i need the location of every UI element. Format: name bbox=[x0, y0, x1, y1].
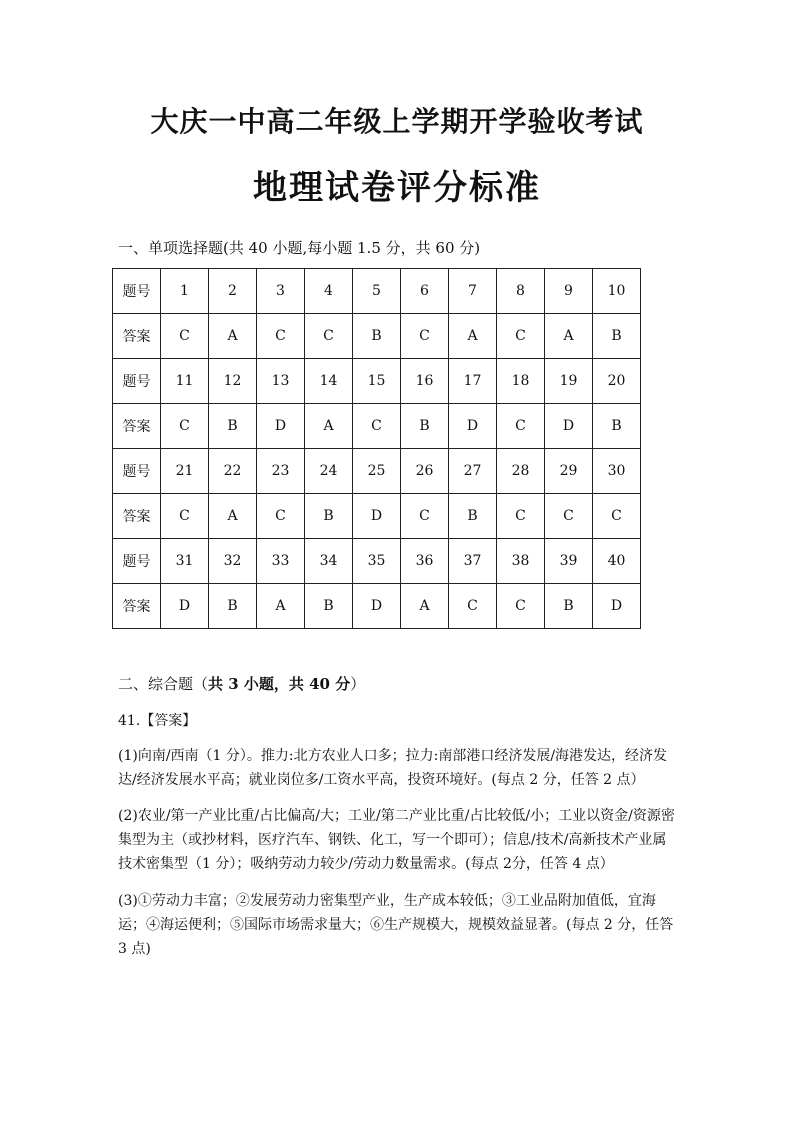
question-number-cell: 22 bbox=[209, 449, 257, 494]
document-title: 地理试卷评分标准 bbox=[253, 168, 541, 208]
answer-cell: C bbox=[497, 494, 545, 539]
question-number-cell: 13 bbox=[257, 359, 305, 404]
answer-part-1: (1)向南/西南（1 分）。推力:北方农业人口多；拉力:南部港口经济发展/海港发达，经济发达/经济发展水平高；就业岗位多/工资水平高，投资环境好。(每点 2 分，任答 2 点） bbox=[118, 748, 668, 788]
answer-cell: C bbox=[305, 314, 353, 359]
row-label-question: 题号 bbox=[113, 449, 161, 494]
answer-cell: D bbox=[449, 404, 497, 449]
answer-cell: A bbox=[257, 584, 305, 629]
answer-cell: D bbox=[353, 584, 401, 629]
question-number-cell: 25 bbox=[353, 449, 401, 494]
answer-cell: A bbox=[545, 314, 593, 359]
question-41-label: 41.【答案】 bbox=[118, 713, 197, 729]
exam-title: 大庆一中高二年级上学期开学验收考试 bbox=[150, 105, 644, 138]
question-number-cell: 27 bbox=[449, 449, 497, 494]
section2-heading-suffix: ） bbox=[350, 675, 366, 693]
answer-part-2: (2)农业/第一产业比重/占比偏高/大；工业/第二产业比重/占比较低/小；工业以资金/资源密集型为主（或抄材料，医疗汽车、钢铁、化工，写一个即可）；信息/技术/高新技术产业属技术密集型（1 分）；吸纳劳动力较少/劳动力数量需求。(每点 2分，任答 4 点） bbox=[118, 808, 675, 872]
answer-row bbox=[113, 494, 641, 539]
answer-cell: B bbox=[209, 584, 257, 629]
row-label-question: 题号 bbox=[113, 359, 161, 404]
question-number-cell: 30 bbox=[593, 449, 641, 494]
question-number-row bbox=[113, 449, 641, 494]
question-number-cell: 5 bbox=[353, 269, 401, 314]
section2-heading-prefix: 二、综合题（ bbox=[118, 675, 209, 693]
answer-cell: A bbox=[209, 314, 257, 359]
question-number-cell: 8 bbox=[497, 269, 545, 314]
question-number-cell: 29 bbox=[545, 449, 593, 494]
answer-cell: B bbox=[593, 404, 641, 449]
question-number-cell: 6 bbox=[401, 269, 449, 314]
answer-cell: C bbox=[401, 314, 449, 359]
answer-cell: B bbox=[209, 404, 257, 449]
question-number-cell: 12 bbox=[209, 359, 257, 404]
answer-cell: B bbox=[305, 494, 353, 539]
answer-cell: C bbox=[497, 584, 545, 629]
answer-cell: D bbox=[353, 494, 401, 539]
question-number-cell: 7 bbox=[449, 269, 497, 314]
answer-row bbox=[113, 314, 641, 359]
question-number-cell: 17 bbox=[449, 359, 497, 404]
question-number-cell: 16 bbox=[401, 359, 449, 404]
answer-cell: A bbox=[305, 404, 353, 449]
question-number-row bbox=[113, 539, 641, 584]
question-number-cell: 20 bbox=[593, 359, 641, 404]
question-number-cell: 37 bbox=[449, 539, 497, 584]
answer-cell: B bbox=[593, 314, 641, 359]
question-number-cell: 21 bbox=[161, 449, 209, 494]
answer-cell: D bbox=[545, 404, 593, 449]
answer-cell: C bbox=[161, 494, 209, 539]
answer-cell: C bbox=[161, 314, 209, 359]
answer-table bbox=[112, 268, 641, 629]
answer-cell: C bbox=[401, 494, 449, 539]
question-number-cell: 38 bbox=[497, 539, 545, 584]
answer-cell: B bbox=[449, 494, 497, 539]
answer-cell: D bbox=[593, 584, 641, 629]
row-label-question: 题号 bbox=[113, 539, 161, 584]
answer-cell: C bbox=[449, 584, 497, 629]
answer-cell: C bbox=[497, 314, 545, 359]
answer-cell: C bbox=[497, 404, 545, 449]
row-label-answer: 答案 bbox=[113, 494, 161, 539]
row-label-answer: 答案 bbox=[113, 314, 161, 359]
row-label-question: 题号 bbox=[113, 269, 161, 314]
answer-cell: B bbox=[401, 404, 449, 449]
question-number-cell: 26 bbox=[401, 449, 449, 494]
question-number-cell: 39 bbox=[545, 539, 593, 584]
question-number-cell: 35 bbox=[353, 539, 401, 584]
answer-row bbox=[113, 584, 641, 629]
answer-cell: C bbox=[545, 494, 593, 539]
answer-cell: A bbox=[449, 314, 497, 359]
question-number-row bbox=[113, 269, 641, 314]
question-number-cell: 23 bbox=[257, 449, 305, 494]
question-number-cell: 18 bbox=[497, 359, 545, 404]
answer-part-3: (3)①劳动力丰富；②发展劳动力密集型产业，生产成本较低；③工业品附加值低，宜海运；④海运便利；⑤国际市场需求量大；⑥生产规模大，规模效益显著。(每点 2 分，任答 3 点) bbox=[118, 893, 674, 957]
question-number-cell: 1 bbox=[161, 269, 209, 314]
question-number-cell: 2 bbox=[209, 269, 257, 314]
answer-cell: C bbox=[257, 494, 305, 539]
question-number-row bbox=[113, 359, 641, 404]
question-number-cell: 19 bbox=[545, 359, 593, 404]
question-number-cell: 11 bbox=[161, 359, 209, 404]
section2-heading bbox=[118, 673, 365, 694]
section1-heading: 一、单项选择题(共 40 小题,每小题 1.5 分，共 60 分) bbox=[118, 239, 481, 257]
question-number-cell: 10 bbox=[593, 269, 641, 314]
question-number-cell: 28 bbox=[497, 449, 545, 494]
answer-cell: A bbox=[209, 494, 257, 539]
answer-cell: C bbox=[353, 404, 401, 449]
answer-cell: B bbox=[545, 584, 593, 629]
question-number-cell: 3 bbox=[257, 269, 305, 314]
question-number-cell: 15 bbox=[353, 359, 401, 404]
answer-cell: B bbox=[305, 584, 353, 629]
question-number-cell: 14 bbox=[305, 359, 353, 404]
question-number-cell: 36 bbox=[401, 539, 449, 584]
row-label-answer: 答案 bbox=[113, 584, 161, 629]
section2-heading-bold: 共 3 小题，共 40 分 bbox=[208, 675, 351, 693]
question-number-cell: 33 bbox=[257, 539, 305, 584]
question-number-cell: 4 bbox=[305, 269, 353, 314]
question-number-cell: 32 bbox=[209, 539, 257, 584]
answer-cell: B bbox=[353, 314, 401, 359]
question-number-cell: 40 bbox=[593, 539, 641, 584]
row-label-answer: 答案 bbox=[113, 404, 161, 449]
answer-cell: D bbox=[257, 404, 305, 449]
answer-cell: D bbox=[161, 584, 209, 629]
answer-cell: A bbox=[401, 584, 449, 629]
answer-cell: C bbox=[257, 314, 305, 359]
question-number-cell: 9 bbox=[545, 269, 593, 314]
question-number-cell: 31 bbox=[161, 539, 209, 584]
question-number-cell: 34 bbox=[305, 539, 353, 584]
answer-cell: C bbox=[161, 404, 209, 449]
answer-cell: C bbox=[593, 494, 641, 539]
answer-row bbox=[113, 404, 641, 449]
question-number-cell: 24 bbox=[305, 449, 353, 494]
